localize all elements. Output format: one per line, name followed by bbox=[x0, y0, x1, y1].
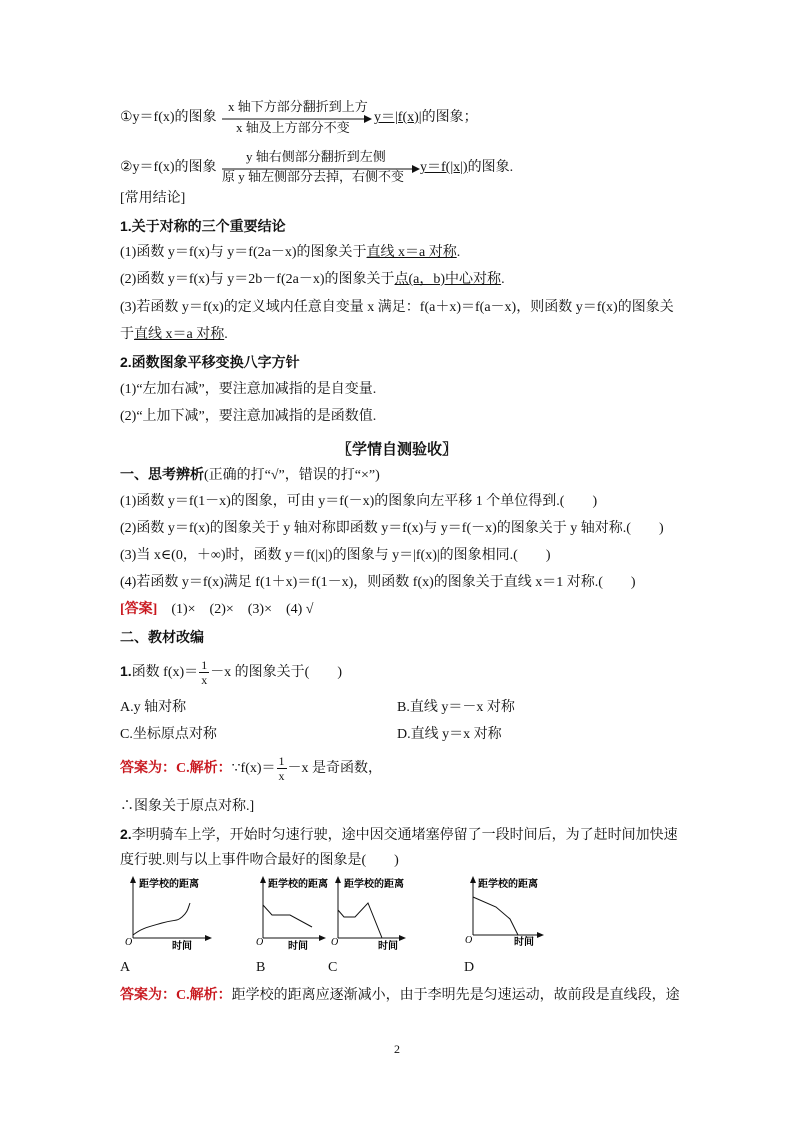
rule2-target-text: y＝f(|x|) bbox=[420, 160, 468, 175]
graph-label-b: B bbox=[256, 960, 266, 975]
part1-answer bbox=[120, 600, 314, 620]
graph-c bbox=[328, 875, 438, 950]
graph-c-xlabel: 时间 bbox=[378, 941, 398, 950]
rule1-prefix: ①y＝f(x)的图象 bbox=[120, 110, 217, 125]
graph-b-line bbox=[263, 905, 312, 927]
ans1-post: －x 是奇函数， bbox=[287, 761, 383, 776]
ans2-text: 距学校的距离应逐渐减小，由于李明先是匀速运动，故前段是直线段，途 bbox=[231, 988, 680, 1003]
c2-underline: 点(a，b)中心对称 bbox=[394, 272, 502, 287]
graph-a bbox=[120, 875, 240, 950]
graph-d-xlabel: 时间 bbox=[514, 937, 534, 948]
q1-fraction bbox=[199, 658, 209, 687]
rule1-target-text: y＝|f(x)| bbox=[374, 110, 422, 125]
rule1-target bbox=[374, 108, 478, 128]
part1-q1: (1)函数 y＝f(1－x)的图象，可由 y＝f(－x)的图象向左平移 1 个单位得到.( ) bbox=[120, 494, 598, 509]
graph-label-d: D bbox=[464, 960, 475, 975]
graph-a-x-arrow-icon bbox=[205, 935, 212, 941]
common-p2: (2)“上加下减”，要注意加减指的是函数值. bbox=[120, 409, 377, 424]
page-number: 2 bbox=[394, 1042, 400, 1056]
graph-c-origin: O bbox=[331, 937, 339, 948]
c2-post: . bbox=[501, 272, 505, 287]
graph-b-origin: O bbox=[256, 937, 264, 948]
part1-heading-note: (正确的打“√”，错误的打“×”) bbox=[204, 468, 380, 483]
graph-b-x-arrow-icon bbox=[319, 935, 326, 941]
rule2-suffix: 的图象. bbox=[467, 160, 514, 175]
rule2-arrow-under: 原 y 轴左侧部分去掉，右侧不变 bbox=[222, 169, 405, 184]
q2-line1-text: 李明骑车上学，开始时匀速行驶，途中因交通堵塞停留了一段时间后，为了赶时间加快速 bbox=[131, 828, 678, 843]
common-p1: (1)“左加右减”，要注意加减指的是自变量. bbox=[120, 382, 377, 397]
common-heading: [常用结论] bbox=[120, 191, 186, 206]
rule1-suffix: 的图象； bbox=[421, 110, 478, 125]
q1-post: －x 的图象关于( ) bbox=[210, 665, 343, 680]
common-h2: 2.函数图象平移变换八字方针 bbox=[120, 354, 300, 370]
graph-a-curve bbox=[133, 903, 190, 935]
graph-a-y-arrow-icon bbox=[130, 876, 136, 883]
section-title bbox=[0, 438, 794, 459]
ans1-frac-num: 1 bbox=[278, 754, 285, 769]
graph-b-y-arrow-icon bbox=[260, 876, 266, 883]
part2-q1 bbox=[120, 654, 342, 690]
ans1-line2: ∴图象关于原点对称.] bbox=[120, 799, 255, 814]
graph-c-x-arrow-icon bbox=[399, 935, 406, 941]
part1-q3: (3)当 x∈(0，＋∞)时，函数 y＝f(|x|)的图象与 y＝|f(x)|的图象相同.( ) bbox=[120, 548, 551, 563]
common-c1 bbox=[120, 243, 460, 263]
graph-c-ylabel: 距学校的距离 bbox=[344, 879, 404, 890]
section-title-text: 学情自测验收 bbox=[351, 441, 442, 458]
part1-q2: (2)函数 y＝f(x)的图象关于 y 轴对称即函数 y＝f(x)与 y＝f(－x)的图象关于 y 轴对称.( ) bbox=[120, 521, 664, 536]
graph-a-origin: O bbox=[125, 937, 133, 948]
q1-frac-num: 1 bbox=[201, 658, 208, 673]
c1-pre: (1)函数 y＝f(x)与 y＝f(2a－x)的图象关于 bbox=[120, 245, 367, 260]
graph-d-line bbox=[473, 897, 518, 935]
option-c: C.坐标原点对称 bbox=[120, 727, 217, 742]
c1-post: . bbox=[456, 245, 461, 260]
graph-c-y-arrow-icon bbox=[335, 876, 341, 883]
graph-label-a: A bbox=[120, 960, 131, 975]
c2-pre: (2)函数 y＝f(x)与 y＝2b－f(2a－x)的图象关于 bbox=[120, 272, 395, 287]
c3-pre: 于 bbox=[120, 327, 134, 342]
rule2-prefix: ②y＝f(x)的图象 bbox=[120, 160, 217, 175]
ans1-frac-den: x bbox=[278, 769, 285, 784]
graph-a-xlabel: 时间 bbox=[172, 941, 192, 950]
common-c3-line1: (3)若函数 y＝f(x)的定义域内任意自变量 x 满足：f(a＋x)＝f(a－x)，则函数 y＝f(x)的图象关 bbox=[120, 300, 674, 315]
part1-q4: (4)若函数 y＝f(x)满足 f(1＋x)＝f(1－x)，则函数 f(x)的图象关于直线 x＝1 对称.( ) bbox=[120, 575, 636, 590]
ans2-label: 答案为：C.解析： bbox=[120, 988, 232, 1003]
option-d: D.直线 y＝x 对称 bbox=[397, 727, 502, 742]
graph-a-ylabel: 距学校的距离 bbox=[139, 879, 199, 890]
graph-c-line bbox=[338, 903, 382, 938]
ans1-pre: ∵f(x)＝ bbox=[231, 761, 276, 776]
answer-text: (1)× (2)× (3)× (4) √ bbox=[171, 602, 314, 617]
q1-num: 1. bbox=[120, 663, 132, 679]
left-bracket-icon: 〖 bbox=[336, 441, 352, 458]
part1-heading bbox=[120, 464, 380, 486]
q2-num: 2. bbox=[120, 826, 132, 842]
rule2-target bbox=[420, 158, 513, 178]
part2-ans2 bbox=[120, 986, 680, 1006]
rule2-arrow-over: y 轴右侧部分翻折到左侧 bbox=[246, 149, 386, 164]
common-c3-line2 bbox=[120, 325, 228, 345]
part2-q2-line2: 度行驶.则与以上事件吻合最好的图象是( ) bbox=[120, 853, 399, 868]
c3-post: . bbox=[224, 327, 228, 342]
graph-d-ylabel: 距学校的距离 bbox=[478, 879, 538, 890]
graph-d bbox=[460, 875, 580, 950]
option-a: A.y 轴对称 bbox=[120, 700, 187, 715]
part1-heading-text: 一、思考辨析 bbox=[120, 466, 204, 482]
answer-label: [答案] bbox=[120, 602, 158, 617]
option-b: B.直线 y＝－x 对称 bbox=[397, 700, 515, 715]
right-bracket-icon: 〗 bbox=[442, 441, 458, 458]
graph-d-origin: O bbox=[465, 935, 473, 946]
c1-underline: 直线 x＝a 对称 bbox=[366, 245, 457, 260]
rule1-arrow-under: x 轴及上方部分不变 bbox=[236, 120, 350, 135]
common-h1: 1.关于对称的三个重要结论 bbox=[120, 218, 286, 234]
graph-d-x-arrow-icon bbox=[537, 932, 544, 938]
c3-underline: 直线 x＝a 对称 bbox=[134, 327, 225, 342]
graph-b-ylabel: 距学校的距离 bbox=[268, 879, 328, 890]
ans1-fraction bbox=[277, 754, 287, 783]
ans1-label: 答案为：C.解析： bbox=[120, 761, 232, 776]
part2-q2-line1 bbox=[120, 824, 678, 846]
graph-d-y-arrow-icon bbox=[470, 876, 476, 883]
q1-pre: 函数 f(x)＝ bbox=[131, 665, 199, 680]
common-c2 bbox=[120, 270, 505, 290]
q1-frac-den: x bbox=[201, 673, 208, 688]
rule1-arrow-over: x 轴下方部分翻折到上方 bbox=[228, 99, 368, 114]
part2-heading: 二、教材改编 bbox=[120, 629, 204, 645]
graph-b-xlabel: 时间 bbox=[288, 941, 308, 950]
part2-ans1 bbox=[120, 752, 382, 786]
graph-label-c: C bbox=[328, 960, 338, 975]
